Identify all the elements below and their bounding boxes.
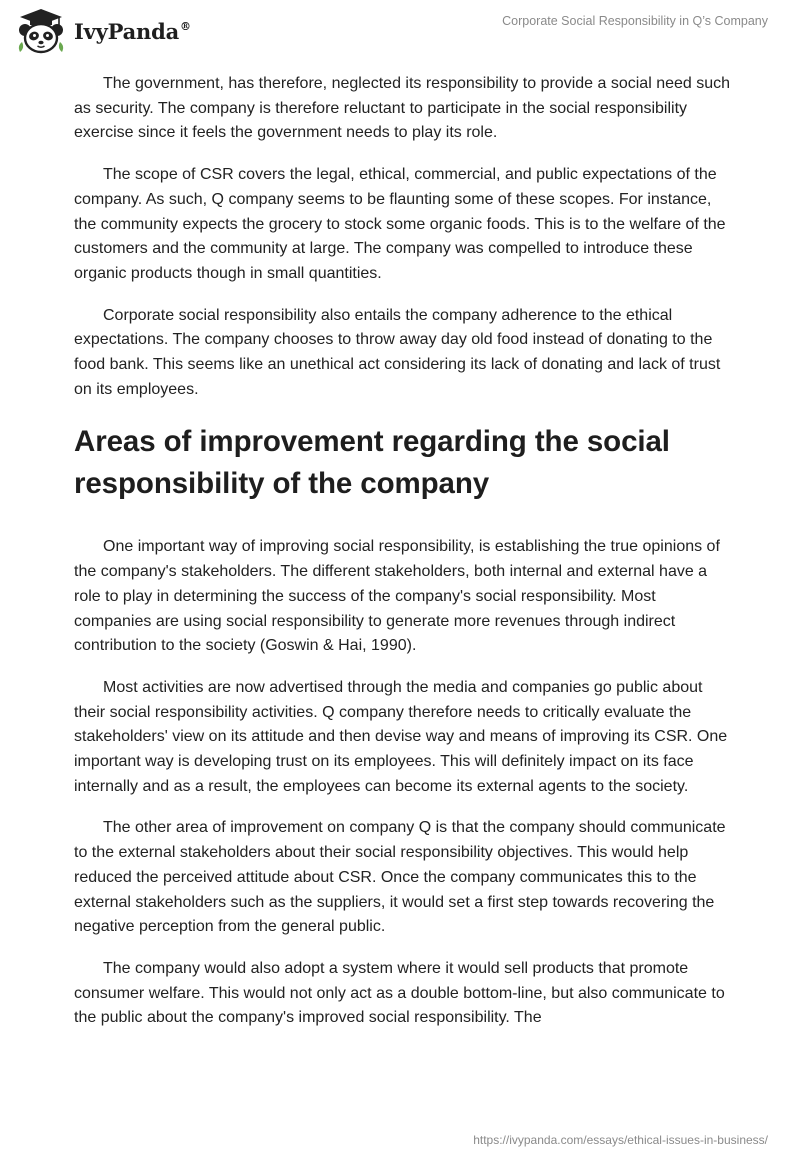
source-url[interactable]: https://ivypanda.com/essays/ethical-issues-in-business/ — [473, 1133, 768, 1147]
panda-graduate-icon — [16, 6, 66, 56]
essay-body — [74, 72, 734, 1048]
brand-name: IvyPanda® — [74, 18, 191, 44]
page-header — [0, 0, 800, 64]
section-heading: Areas of improvement regarding the social responsibility of the company — [74, 425, 670, 501]
paragraph: The scope of CSR covers the legal, ethical, commercial, and public expectations of the company. As such, Q company seems to be flaunting some of these scopes. For instance, the community expects the grocery to stock some organic foods. This is to the welfare of the customers and the community at large. The company was compelled to introduce these organic products though in small quantities. — [74, 166, 726, 282]
paragraph: Corporate social responsibility also entails the company adherence to the ethical expectations. The company chooses to throw away day old food instead of donating to the food bank. This seems like an unethical act considering its lack of donating and lack of trust on its employees. — [74, 306, 721, 398]
registered-mark: ® — [180, 19, 191, 33]
paragraph: The government, has therefore, neglected its responsibility to provide a social need such as security. The company is therefore reluctant to participate in the social responsibility exercise since it feels the government needs to play its role. — [74, 75, 731, 142]
brand-logo[interactable] — [16, 6, 191, 56]
paragraph: One important way of improving social responsibility, is establishing the true opinions of the company's stakeholders. The different stakeholders, both internal and external have a role to play in determining the success of the company's social responsibility. Most companies are using social responsibility to generate more revenues through indirect contribution to the society (Goswin & Hai, 1990). — [74, 538, 720, 655]
paragraph: The other area of improvement on company Q is that the company should communicate to the external stakeholders about their social responsibility objectives. This would help reduced the perceived attitude about CSR. Once the company communicates this to the external stakeholders such as the suppliers, it would set a first step towards recovering the negative perception from the general public. — [74, 819, 726, 936]
paragraph: The company would also adopt a system where it would sell products that promote consumer welfare. This would not only act as a double bottom-line, but also communicate to the public about the company's improved social responsibility. The — [74, 959, 725, 1027]
document-title: Corporate Social Responsibility in Q’s Company — [502, 14, 768, 28]
paragraph: Most activities are now advertised through the media and companies go public about their social responsibility activities. Q company therefore needs to critically evaluate the stakeholders' view on its attitude and then devise way and means of improving its CSR. One important way is developing trust on its employees. This will definitely impact on its face internally and as a result, the employees can become its external agents to the society. — [74, 678, 728, 795]
